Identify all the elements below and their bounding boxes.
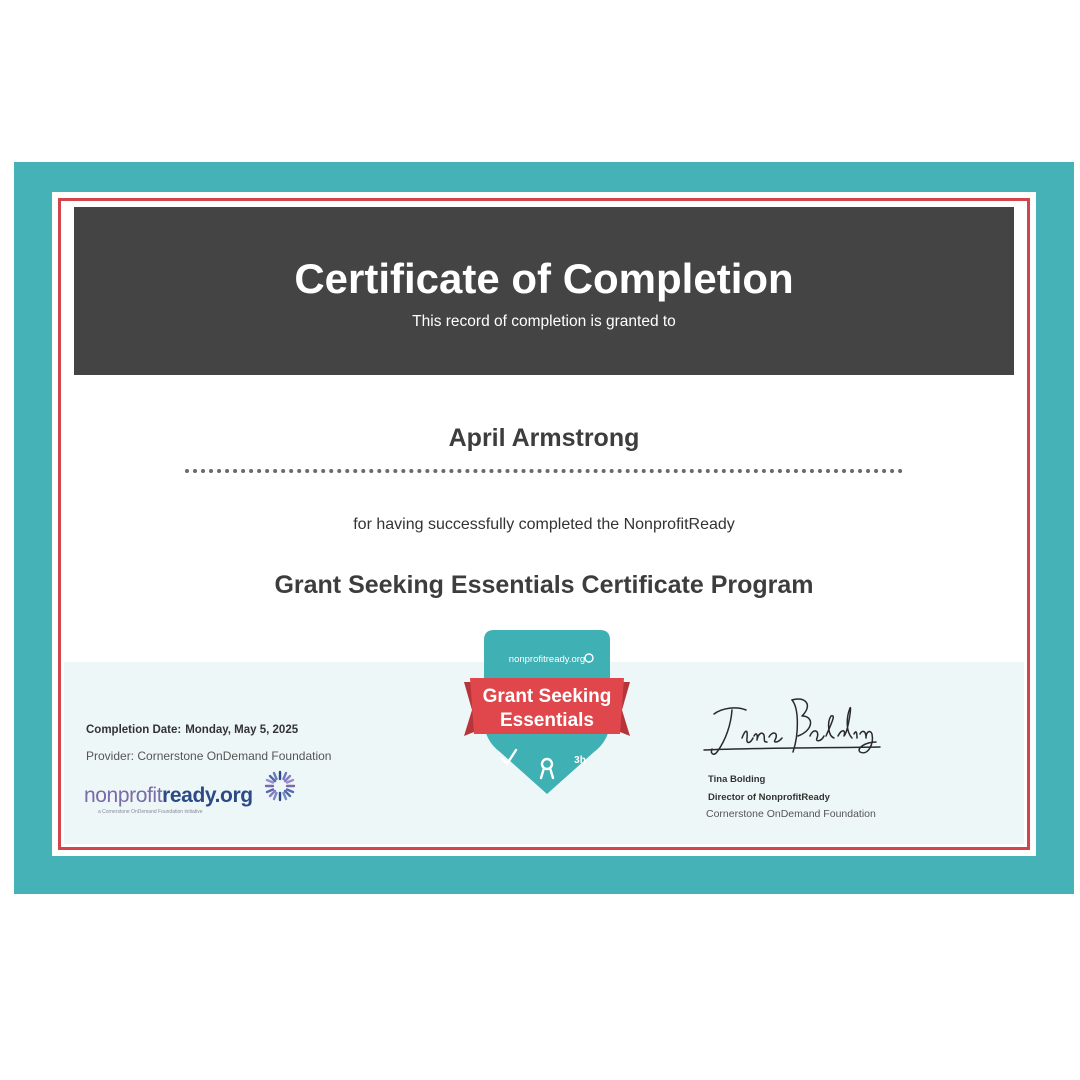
provider: Provider: Cornerstone OnDemand Foundation <box>86 749 332 763</box>
badge-site: nonprofitready.org <box>508 654 586 665</box>
logo-wordmark <box>84 784 253 808</box>
logo-text-bold: ready.org <box>162 784 253 807</box>
certificate-subtitle: This record of completion is granted to <box>412 313 676 330</box>
logo-tagline: a Cornerstone OnDemand Foundation initiative <box>98 809 203 815</box>
course-badge <box>462 628 632 798</box>
nonprofitready-logo <box>84 766 324 818</box>
logo-text-light: nonprofit <box>84 784 163 807</box>
badge-title-line-2: Essentials <box>500 710 594 731</box>
completion-date-label: Completion Date: <box>86 724 182 736</box>
completed-statement: for having successfully completed the NonprofitReady <box>353 516 735 533</box>
program-name: Grant Seeking Essentials Certificate Program <box>274 571 814 599</box>
signature <box>700 692 890 772</box>
starburst-icon <box>262 768 298 804</box>
name-underline <box>185 469 903 473</box>
badge-title-line-1: Grant Seeking <box>482 686 612 707</box>
recipient-name: April Armstrong <box>448 424 640 452</box>
completion-date <box>86 724 298 736</box>
signer-name: Tina Bolding <box>708 774 766 785</box>
signer-organization: Cornerstone OnDemand Foundation <box>706 808 876 820</box>
signer-title: Director of NonprofitReady <box>708 792 830 803</box>
header-band <box>74 207 1014 375</box>
certificate-title: Certificate of Completion <box>294 255 794 302</box>
completion-date-value: Monday, May 5, 2025 <box>185 724 299 736</box>
badge-duration: 3h <box>574 755 586 766</box>
